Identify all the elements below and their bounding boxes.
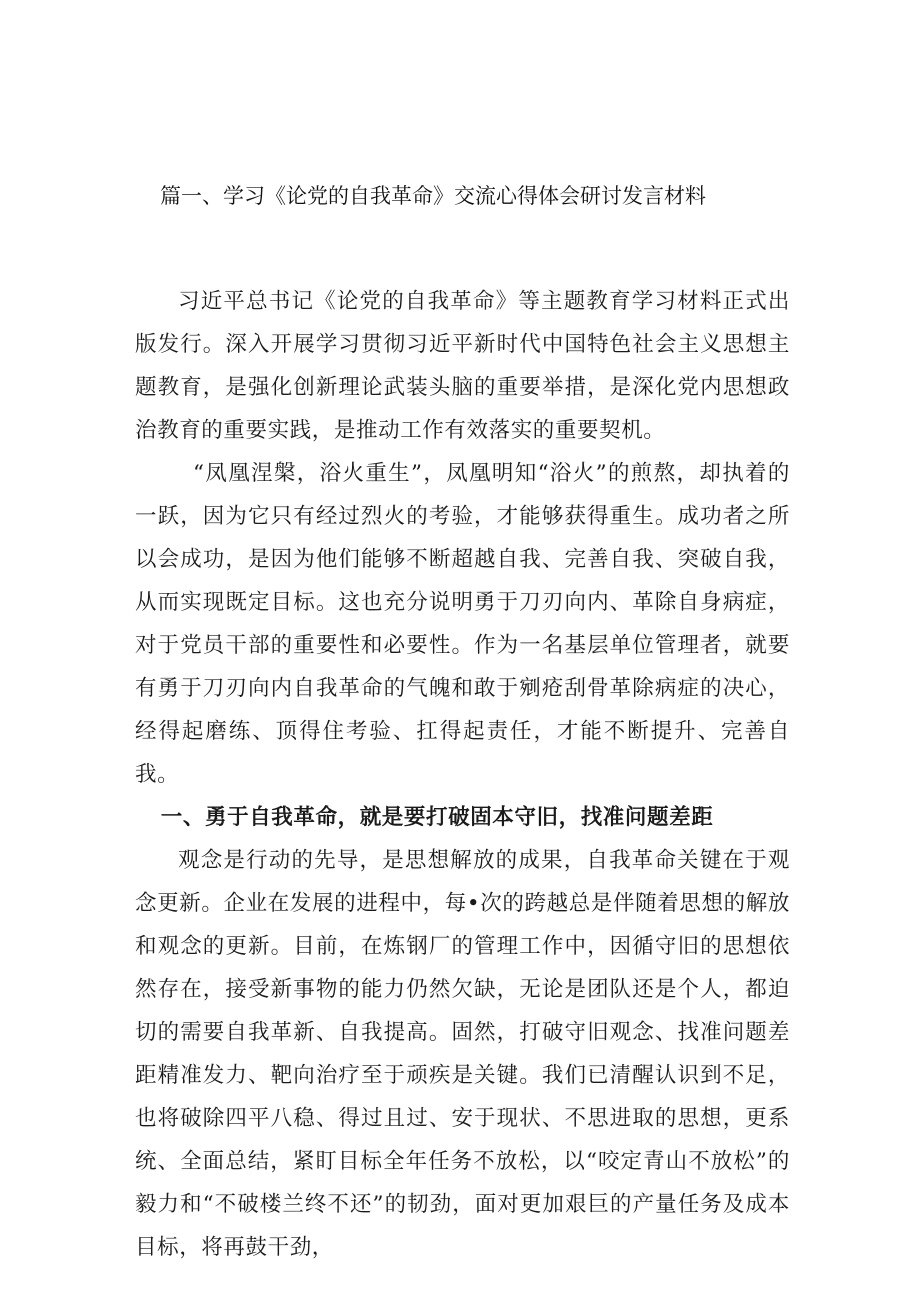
section-heading-1: 一、勇于自我革命，就是要打破固本守旧，找准问题差距 — [160, 805, 714, 830]
document-body — [135, 280, 790, 1269]
paragraph-concept: 观念是行动的先导，是思想解放的成果，自我革命关键在于观念更新。企业在发展的进程中，每•次的跨越总是伴随着思想的解放和观念的更新。目前，在炼钢厂的管理工作中，因循守旧的思想依然存在，接受新事物的能力仍然欠缺，无论是团队还是个人，都迫切的需要自我革新、自我提高。固然，打破守旧观念、找准问题差距精准发力、靶向治疗至于顽疾是关键。我们已清醒认识到不足，也将破除四平八稳、得过且过、安于现状、不思进取的思想，更系统、全面总结，紧盯目标全年任务不放松，以“咬定青山不放松”的毅力和“不破楼兰终不还”的韧劲，面对更加艰巨的产量任务及成本目标，将再鼓干劲， — [135, 848, 790, 1260]
paragraph-intro: 习近平总书记《论党的自我革命》等主题教育学习材料正式出版发行。深入开展学习贯彻习近平新时代中国特色社会主义思想主题教育，是强化创新理论武装头脑的重要举措，是深化党内思想政治教育的重要实践，是推动工作有效落实的重要契机。 — [135, 289, 790, 443]
document-title: 篇一、学习《论党的自我革命》交流心得体会研讨发言材料 — [160, 184, 706, 208]
paragraph-phoenix: “凤凰涅槃，浴火重生”，凤凰明知“浴火”的煎熬，却执着的一跃，因为它只有经过烈火的考验，才能够获得重生。成功者之所以会成功，是因为他们能够不断超越自我、完善自我、突破自我，从而实现既定目标。这也充分说明勇于刀刃向内、革除自身病症，对于党员干部的重要性和必要性。作为一名基层单位管理者，就要有勇于刀刃向内自我革命的气魄和敢于剜疮刮骨革除病症的决心，经得起磨练、顶得住考验、扛得起责任，才能不断提升、完善自我。 — [135, 461, 790, 787]
